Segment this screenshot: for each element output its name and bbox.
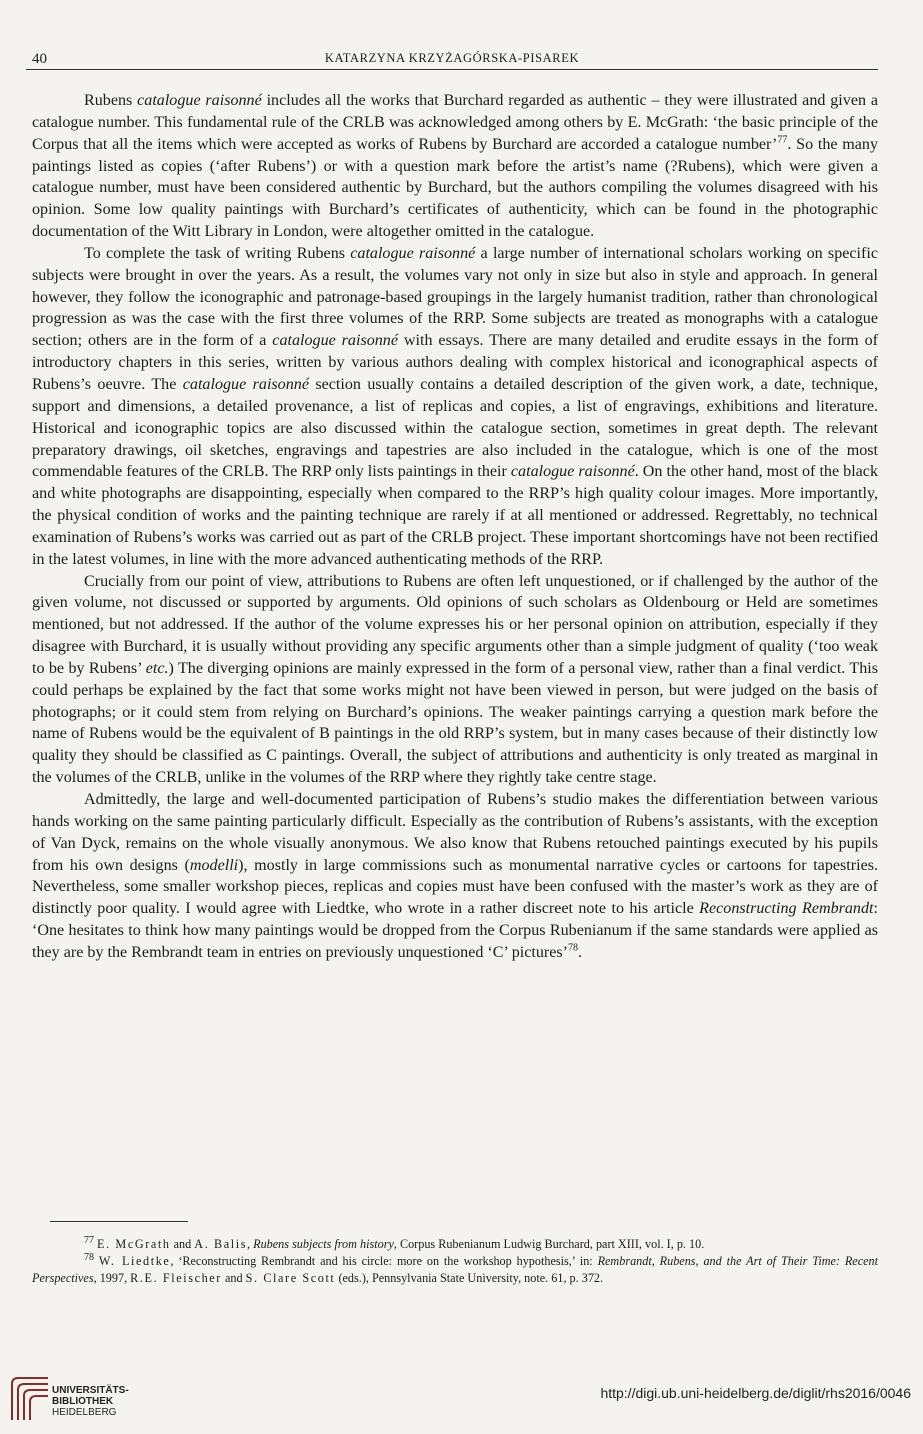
- article-body: [32, 90, 878, 964]
- footnote-77: $^{77}$ E. McGrath and A. Balis, Rubens subjects from history, Corpus Rubenianum Ludwig Burchard, part XIII, vol. I, p. 10.: [84, 1234, 705, 1251]
- library-name: UNIVERSITÄTS- BIBLIOTHEK HEIDELBERG: [52, 1385, 129, 1418]
- footnote-ref-77[interactable]: 77: [777, 134, 788, 146]
- paragraph-2: To complete the task of writing Rubens catalogue raisonné a large number of international scholars working on specific subjects were brought in over the years. As a result, the volumes vary not only in size but also in style and approach. In general however, they follow the iconographic and patronage-based groupings in the largely humanist tradition, rather than chronological progression as was the case with the first three volumes of the RRP. Some subjects are treated as monographs with a catalogue section; others are in the form of a catalogue raisonné with essays. There are many detailed and erudite essays in the form of introductory chapters in this series, written by various authors dealing with complex historical and iconographical aspects of Rubens’s oeuvre. The catalogue raisonné section usually contains a detailed description of the given work, a date, technique, support and dimensions, a detailed provenance, a list of replicas and copies, a list of engravings, exhibitions and literature. Historical and iconographic topics are also discussed within the catalogue section, sometimes in great depth. The relevant preparatory drawings, oil sketches, engravings and tapestries are also included in the catalogue, which is one of the most commendable features of the CRLB. The RRP only lists paintings in their catalogue raisonné. On the other hand, most of the black and white photographs are disappointing, especially when compared to the RRP’s high quality colour images. More importantly, the physical condition of works and the painting technique are rarely if at all mentioned or addressed. Regrettably, no technical examination of Rubens’s works was carried out as part of the CRLB project. These important shortcomings have not been rectified in the latest volumes, in line with the more advanced authenticating methods of the RRP.: [32, 244, 879, 568]
- footnote-divider: [50, 1221, 188, 1222]
- paragraph-4: Admittedly, the large and well-documented participation of Rubens’s studio makes the differentiation between various hands working on the same painting particularly difficult. Especially as the contribution of Rubens’s assistants, with the exception of Van Dyck, remains on the whole visually anonymous. We also know that Rubens retouched paintings executed by his pupils from his own designs (modelli), mostly in large commissions such as monumental narrative cycles or cartoons for tapestries. Nevertheless, some smaller workshop pieces, replicas and copies must have been confused with the master’s work as they are of distinctly poor quality. I would agree with Liedtke, who wrote in a rather discreet note to his article Reconstructing Rembrandt: ‘One hesitates to think how many paintings would be dropped from the Corpus Rubenianum if the same standards were applied as they are by the Rembrandt team in entries on previously unquestioned ‘C’ pictures’$^{78}$.: [32, 791, 878, 961]
- paragraph-1: Rubens catalogue raisonné includes all the works that Burchard regarded as authentic – they were illustrated and given a catalogue number. This fundamental rule of the CRLB was acknowledged among others by E. McGrath: ‘the basic principle of the Corpus that all the items which were accepted as works of Rubens by Burchard are accorded a catalogue number’$^{77}$. So the many paintings listed as copies (‘after Rubens’) or with a question mark before the artist’s name (?Rubens), which were given a catalogue number, must have been considered authentic by Burchard, but the authors compiling the volumes disagreed with his opinion. Some low quality paintings with Burchard’s certificates of authenticity, which can be found in the photographic documentation of the Witt Library in London, were altogether omitted in the catalogue.: [32, 92, 878, 241]
- footnote-ref-78[interactable]: 78: [568, 942, 579, 954]
- paragraph-3: Crucially from our point of view, attributions to Rubens are often left unquestioned, or if challenged by the author of the given volume, not discussed or supported by arguments. Old opinions of such scholars as Oldenbourg or Held are sometimes mentioned, but not addressed. If the author of the volume expresses his or her personal opinion on attribution, especially if they disagree with Burchard, it is usually without providing any specific arguments other than a simple judgment of quality (‘too weak to be by Rubens’ etc.) The diverging opinions are mainly expressed in the form of a personal view, rather than a final verdict. This could perhaps be explained by the fact that some works might not have been viewed in person, but were judged on the basis of photographs; or it could stem from relying on Burchard’s opinions. The weaker paintings carrying a question mark before the name of Rubens would be the equivalent of B paintings in the old RRP’s system, but in many cases because of their distinctly low quality they should be classified as C paintings. Overall, the subject of attributions and authenticity is only treated as marginal in the volumes of the CRLB, unlike in the volumes of the RRP where they rightly take centre stage.: [32, 572, 879, 787]
- running-head: KATARZYNA KRZYŻAGÓRSKA-PISAREK: [324, 51, 580, 65]
- footnote-78: $^{78}$ W. Liedtke, ‘Reconstructing Rembrandt and his circle: more on the workshop hypothesis,’ in: Rembrandt, Rubens, and the Art of Their Time: Recent Perspectives, 1997, R.E. Fleischer and S. Clare Scott (eds.), Pennsylvania State University, note. 61, p. 372.: [32, 1251, 879, 1285]
- page-header: [26, 47, 878, 70]
- permalink-url[interactable]: http://digi.ub.uni-heidelberg.de/diglit/rhs2016/0046: [600, 1385, 911, 1401]
- footnotes: [32, 1236, 878, 1287]
- page-number: 40: [32, 51, 47, 67]
